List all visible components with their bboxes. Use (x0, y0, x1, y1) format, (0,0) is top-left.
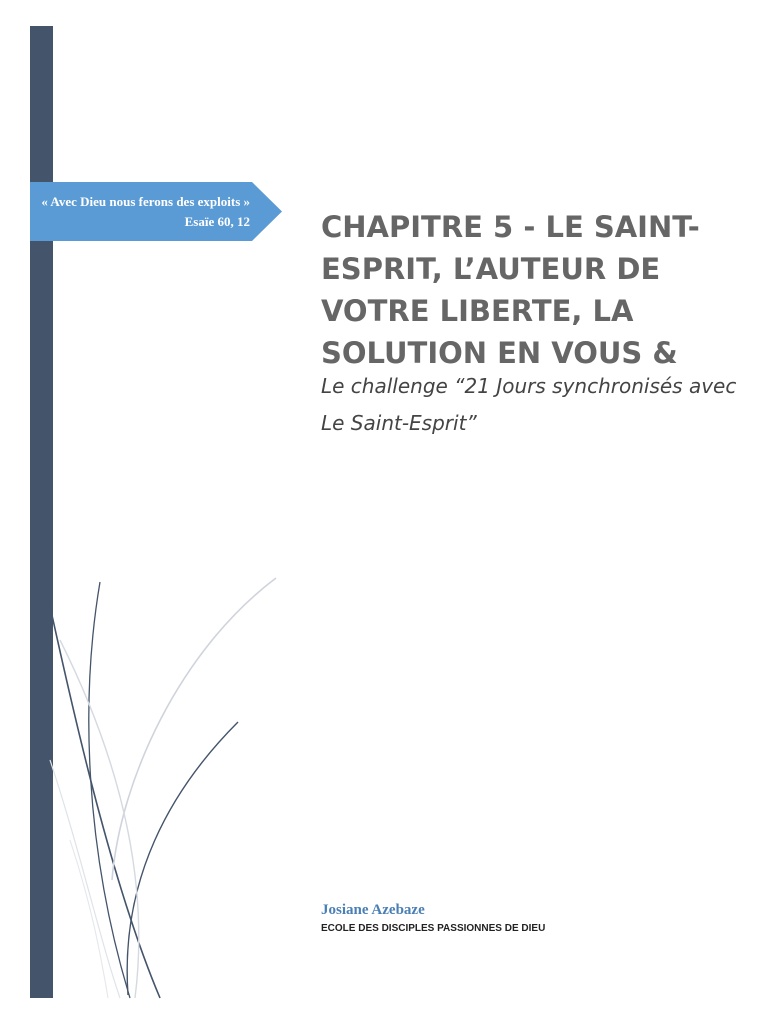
quote-text: « Avec Dieu nous ferons des exploits » Esaïe 60, 12 (41, 194, 250, 229)
sidebar-bar (30, 26, 53, 998)
page-title: CHAPITRE 5 - LE SAINT-ESPRIT, L’AUTEUR DE VOTRE LIBERTE, LA SOLUTION EN VOUS & (321, 210, 700, 370)
organization-name: ECOLE DES DISCIPLES PASSIONNES DE DIEU (321, 923, 546, 934)
page-subtitle: Le challenge “21 Jours synchronisés avec Le Saint-Esprit” (321, 374, 737, 435)
author-name: Josiane Azebaze (321, 902, 425, 918)
quote-tab (30, 182, 282, 241)
